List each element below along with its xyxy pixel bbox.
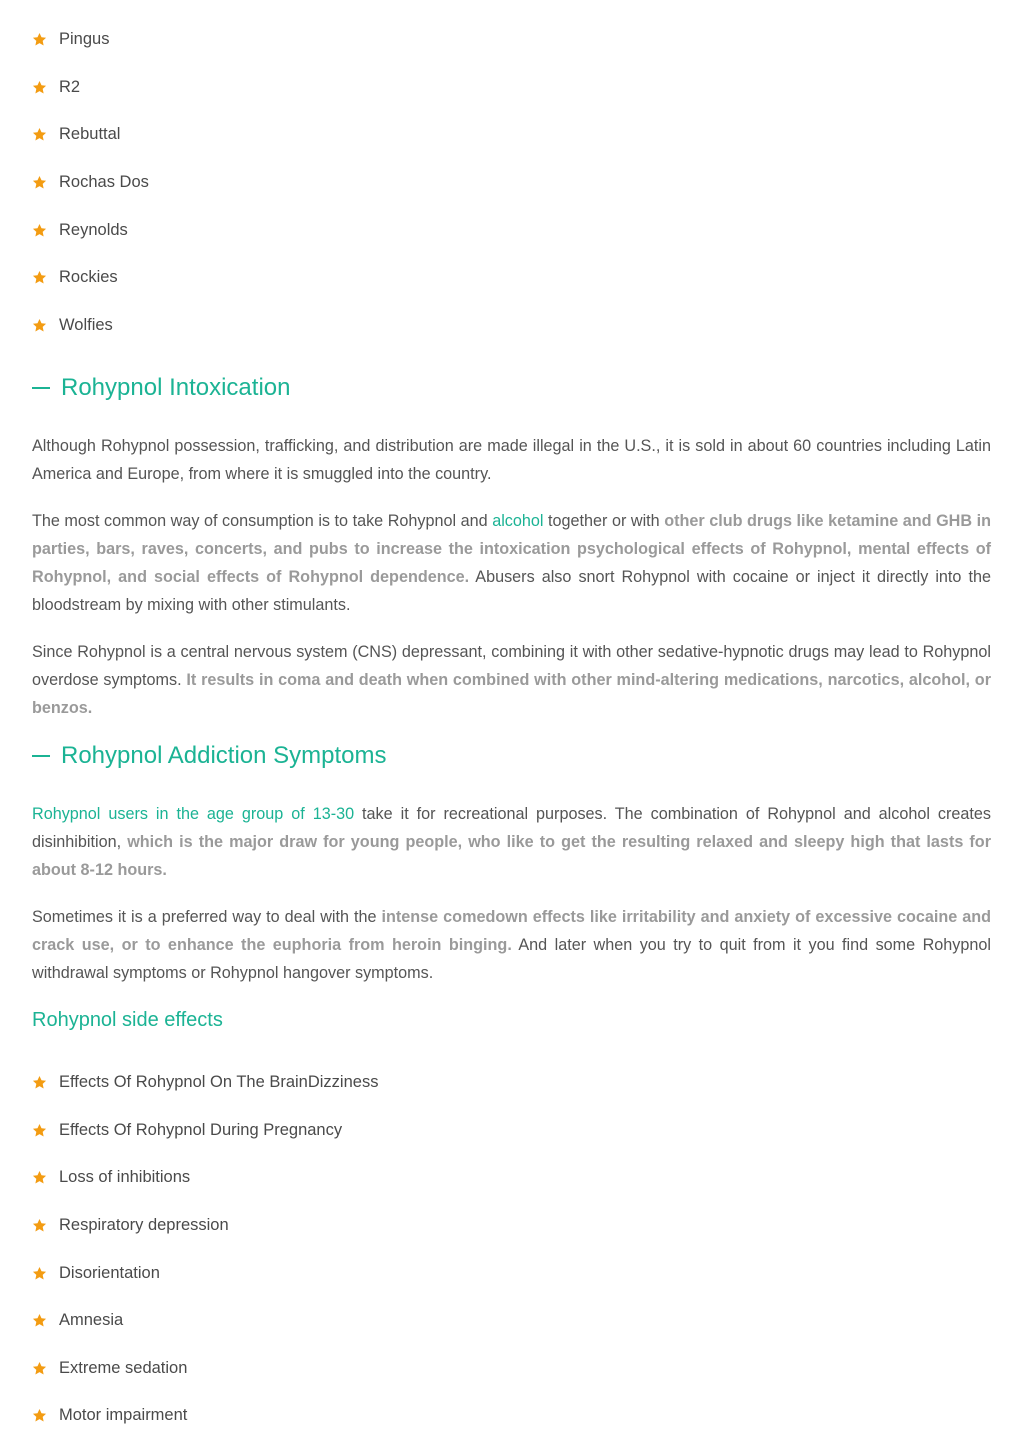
list-item (32, 1154, 378, 1202)
addiction-symptoms-heading (32, 742, 387, 770)
star-icon (32, 1123, 47, 1138)
list-item-label: Effects Of Rohypnol On The BrainDizziness (59, 1073, 379, 1092)
list-item (32, 111, 149, 159)
paragraph-bold-text: intense comedown effects like irritability and anxiety of excessive cocaine and crack use, or to enhance the euphoria from heroin binging. (32, 908, 991, 954)
intoxication-paragraph-2 (32, 507, 991, 619)
addiction-paragraph-1 (32, 800, 991, 884)
list-item (32, 64, 149, 112)
list-item (32, 302, 149, 350)
list-item (32, 1059, 378, 1107)
paragraph-bold-text: which is the major draw for young people, who like to get the resulting relaxed and sleepy high that lasts for about 8-12 hours. (32, 833, 991, 879)
paragraph-text: Sometimes it is a preferred way to deal with the (32, 908, 382, 926)
paragraph-bold-text: It results in coma and death when combined with other mind-altering medications, narcotics, alcohol, or benzos. (32, 671, 991, 717)
list-item (32, 1202, 378, 1250)
star-icon (32, 270, 47, 285)
star-icon (32, 1218, 47, 1233)
list-item (32, 1392, 378, 1440)
heading-dash (32, 755, 50, 757)
star-icon (32, 32, 47, 47)
list-item-label: Motor impairment (59, 1406, 188, 1425)
list-item-label: Rochas Dos (59, 173, 149, 192)
star-icon (32, 175, 47, 190)
list-item-label: Respiratory depression (59, 1216, 229, 1235)
star-icon (32, 1408, 47, 1423)
star-icon (32, 1313, 47, 1328)
side-effects-list (32, 1059, 378, 1440)
star-icon (32, 1170, 47, 1185)
list-item-label: Extreme sedation (59, 1358, 188, 1377)
paragraph-text: Since Rohypnol is a central nervous system (CNS) depressant, combining it with other sedative-hypnotic drugs may lead to Rohypnol overdose symptoms. (32, 643, 991, 689)
heading-text: Rohypnol Intoxication (61, 374, 291, 401)
paragraph-text: together or with (543, 512, 665, 530)
age-group-link[interactable]: Rohypnol users in the age group of 13-30 (32, 805, 355, 823)
paragraph-bold-text: other club drugs like ketamine and GHB in parties, bars, raves, concerts, and pubs to increase the intoxication psychological effects of Rohypnol, mental effects of Rohypnol, and social effects of Rohypnol dependence. (32, 512, 991, 586)
list-item (32, 1345, 378, 1393)
list-item-label: Disorientation (59, 1263, 160, 1282)
list-item-label: Rebuttal (59, 125, 121, 144)
list-item (32, 1297, 378, 1345)
star-icon (32, 223, 47, 238)
intoxication-paragraph-3 (32, 638, 991, 722)
star-icon (32, 127, 47, 142)
list-item-label: Amnesia (59, 1311, 124, 1330)
list-item-label: Loss of inhibitions (59, 1168, 191, 1187)
intoxication-heading (32, 374, 290, 402)
star-icon (32, 80, 47, 95)
list-item-label: Effects Of Rohypnol During Pregnancy (59, 1120, 343, 1139)
list-item-label: Pingus (59, 30, 110, 49)
list-item (32, 1107, 378, 1155)
list-item (32, 16, 149, 64)
star-icon (32, 318, 47, 333)
addiction-paragraph-2 (32, 903, 991, 987)
paragraph-text: The most common way of consumption is to take Rohypnol and (32, 512, 493, 530)
star-icon (32, 1361, 47, 1376)
paragraph-text: take it for recreational purposes. The combination of Rohypnol and alcohol creates disinhibition, (32, 805, 991, 851)
star-icon (32, 1266, 47, 1281)
paragraph-text: Abusers also snort Rohypnol with cocaine or inject it directly into the bloodstream by mixing with other stimulants. (32, 568, 991, 614)
heading-dash (32, 387, 50, 389)
list-item-label: Rockies (59, 268, 118, 287)
list-item (32, 159, 149, 207)
paragraph-text: Although Rohypnol possession, trafficking, and distribution are made illegal in the U.S., it is sold in about 60 countries including Latin America and Europe, from where it is smuggled into the country. (32, 437, 991, 483)
list-item-label: Wolfies (59, 315, 113, 334)
list-item (32, 206, 149, 254)
star-icon (32, 1075, 47, 1090)
list-item-label: Reynolds (59, 220, 128, 239)
heading-text: Rohypnol Addiction Symptoms (61, 742, 387, 769)
side-effects-heading: Rohypnol side effects (32, 1009, 223, 1031)
list-item (32, 254, 149, 302)
paragraph-text: And later when you try to quit from it you find some Rohypnol withdrawal symptoms or Rohypnol hangover symptoms. (32, 936, 991, 982)
list-item-label: R2 (59, 77, 81, 96)
list-item (32, 1249, 378, 1297)
alcohol-link[interactable]: alcohol (492, 512, 544, 530)
street-names-list (32, 16, 149, 349)
intoxication-paragraph-1 (32, 432, 991, 488)
